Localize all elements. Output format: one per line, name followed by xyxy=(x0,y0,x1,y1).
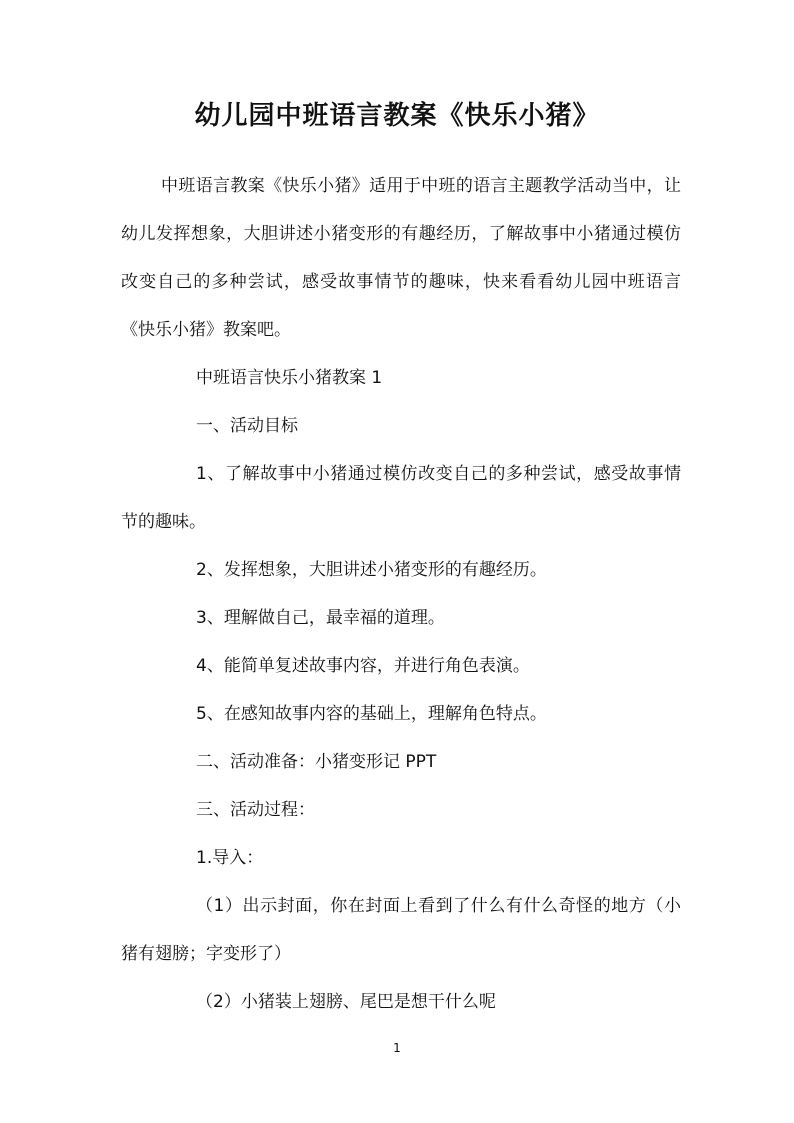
intro-paragraph: 中班语言教案《快乐小猪》适用于中班的语言主题教学活动当中，让幼儿发挥想象，大胆讲述小猪变形的有趣经历，了解故事中小猪通过模仿改变自己的多种尝试，感受故事情节的趣味，快来看看幼儿园中班语言《快乐小猪》教案吧。 xyxy=(121,176,681,340)
process-substep-1: （1）出示封面，你在封面上看到了什么有什么奇怪的地方（小猪有翅膀；字变形了） xyxy=(121,896,681,964)
section-heading-preparation: 二、活动准备：小猪变形记 PPT xyxy=(196,752,437,772)
objective-item-1: 1、了解故事中小猪通过模仿改变自己的多种尝试，感受故事情节的趣味。 xyxy=(121,464,681,532)
page-number: 1 xyxy=(393,1041,401,1055)
objective-item-5: 5、在感知故事内容的基础上，理解角色特点。 xyxy=(196,704,547,724)
objective-item-2: 2、发挥想象，大胆讲述小猪变形的有趣经历。 xyxy=(196,560,547,580)
section-heading-process: 三、活动过程： xyxy=(196,800,315,820)
process-step-intro: 1.导入： xyxy=(196,848,264,868)
document-title: 幼儿园中班语言教案《快乐小猪》 xyxy=(194,101,600,131)
section-heading-lesson: 中班语言快乐小猪教案 1 xyxy=(196,368,383,388)
process-substep-2: （2）小猪装上翅膀、尾巴是想干什么呢 xyxy=(196,992,496,1012)
section-heading-objectives: 一、活动目标 xyxy=(196,416,298,436)
objective-item-4: 4、能简单复述故事内容，并进行角色表演。 xyxy=(196,656,530,676)
objective-item-3: 3、理解做自己，最幸福的道理。 xyxy=(196,608,445,628)
